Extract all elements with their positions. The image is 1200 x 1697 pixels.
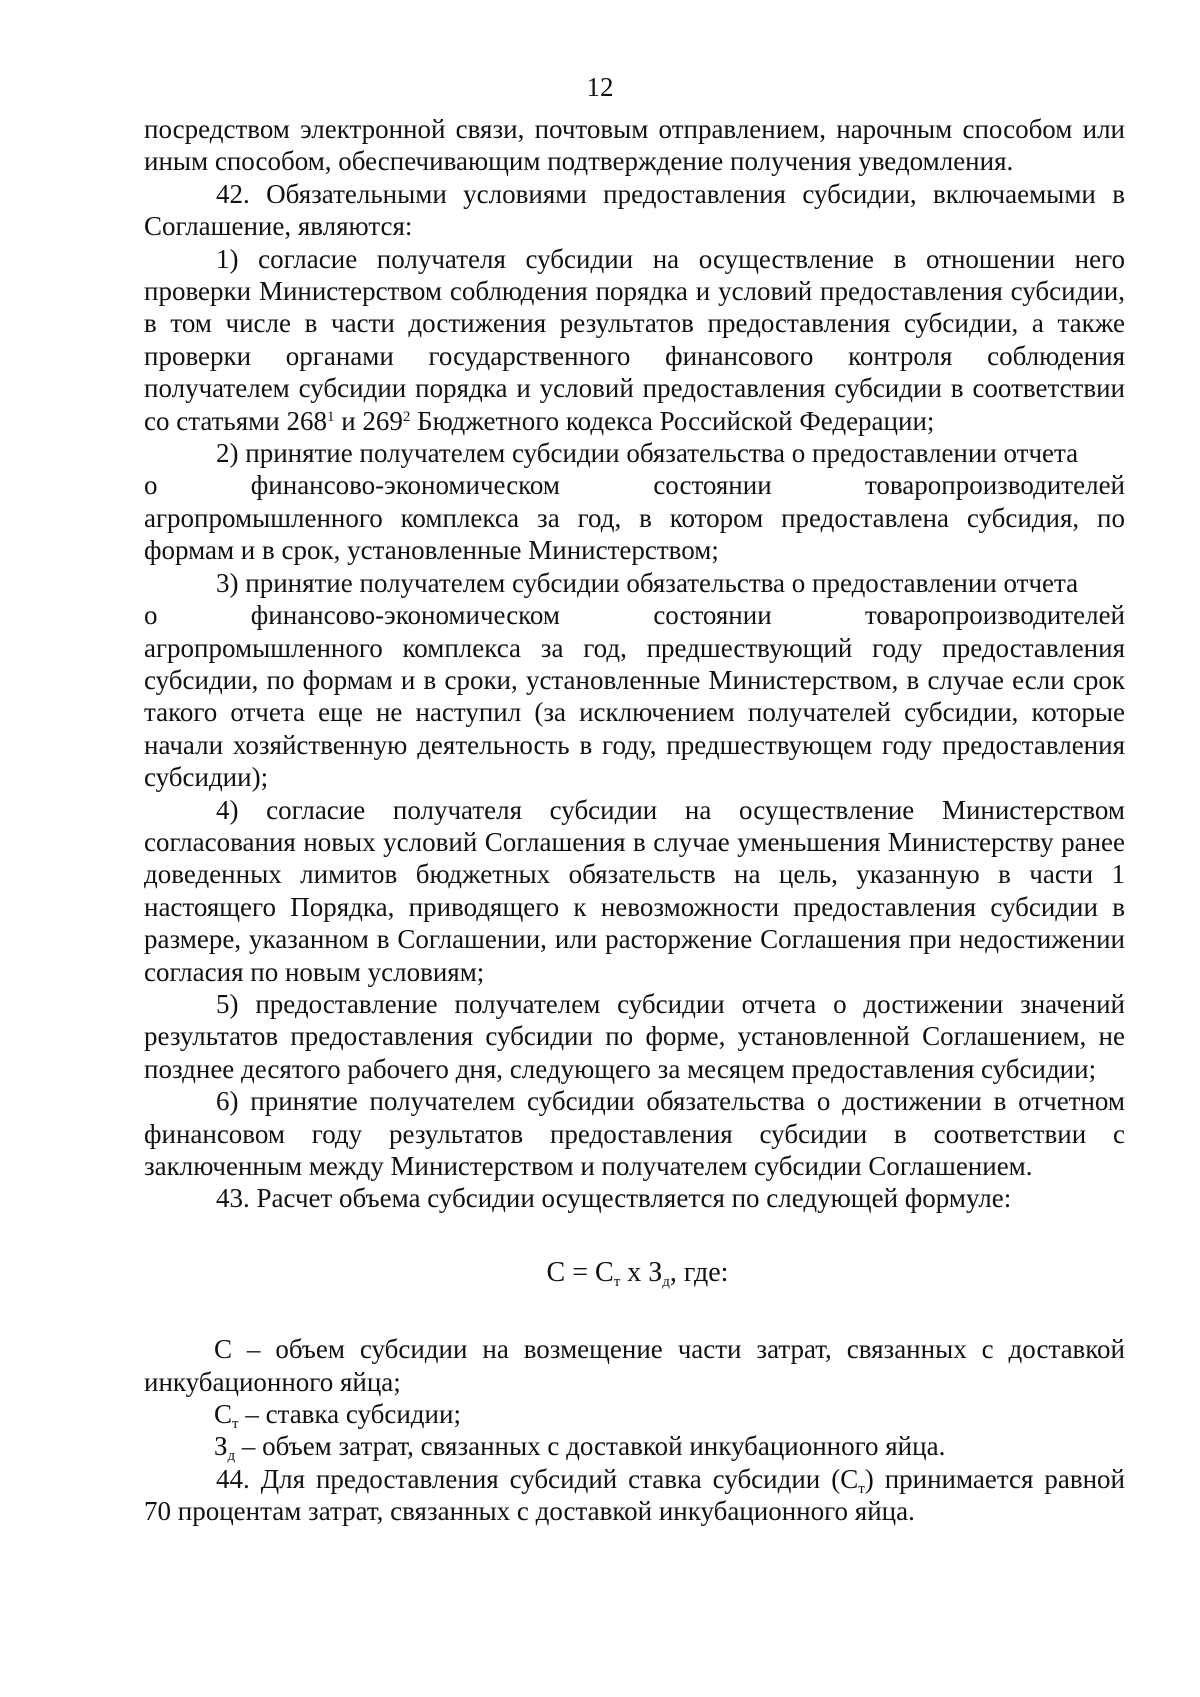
item-3-spread-line: о финансово-экономическом состоянии товаропроизводителей: [144, 600, 1125, 631]
definition-c: С – объем субсидии на возмещение части затрат, связанных с доставкой инкубационного яйца;: [144, 1334, 1125, 1397]
definition-ct: $С_т$ – ставка субсидии;: [214, 1399, 461, 1433]
paragraph-43: 43. Расчет объема субсидии осуществляется по следующей формуле:: [216, 1183, 1012, 1214]
item-2: 2) принятие получателем субсидии обязательства о предоставлении отчета о финансово-экономическом состоянии товаропроизводителей агропромышленного комплекса за год, в котором предоставлена субсидия, по формам и в срок, установленные Министерством;: [144, 438, 1125, 566]
document-body: [144, 113, 1125, 1528]
formula: $С = С_т$ х $З_д$, где:: [546, 1256, 729, 1290]
paragraph-44: 44. Для предоставления субсидий ставка субсидии $(С_т)$ принимается равной 70 процентам затрат, связанных с доставкой инкубационного яйца.: [144, 1463, 1125, 1527]
item-6: 6) принятие получателем субсидии обязательства о достижении в отчетном финансовом году результатов предоставления субсидии в соответствии с заключенным между Министерством и получателем субсидии Соглашением.: [144, 1086, 1125, 1181]
definition-zd: $З_д$ – объем затрат, связанных с доставкой инкубационного яйца.: [214, 1431, 946, 1465]
item-5: 5) предоставление получателем субсидии отчета о достижении значений результатов предоставления субсидии по форме, установленной Соглашением, не позднее десятого рабочего дня, следующего за месяцем предоставления субсидии;: [144, 988, 1125, 1084]
item-3: 3) принятие получателем субсидии обязательства о предоставлении отчета о финансово-экономическом состоянии товаропроизводителей агропромышленного комплекса за год, предшествующий году предоставления субсидии, по формам и в сроки, установленные Министерством, в случае если срок такого отчета еще не наступил (за исключением получателей субсидии, которые начали хозяйственную деятельность в году, предшествующем году предоставления субсидии);: [144, 567, 1125, 793]
page-number: 12: [586, 72, 614, 102]
paragraph-42: 42. Обязательными условиями предоставления субсидии, включаемыми в Соглашение, являются:: [144, 178, 1125, 242]
item-1: 1) согласие получателя субсидии на осуществление в отношении него проверки Министерством соблюдения порядка и условий предоставления субсидии, в том числе в части достижения результатов предоставления субсидии, а также проверки органами государственного финансового контроля соблюдения получателем субсидии порядка и условий предоставления субсидии в соответствии со статьями $268^1$ и $269^2$ Бюджетного кодекса Российской Федерации;: [144, 243, 1125, 436]
item-2-spread-line: о финансово-экономическом состоянии товаропроизводителей: [144, 470, 1125, 501]
item-4: 4) согласие получателя субсидии на осуществление Министерством согласования новых условий Соглашения в случае уменьшения Министерству ранее доведенных лимитов бюджетных обязательств на цель, указанную в части 1 настоящего Порядка, приводящего к невозможности предоставления субсидии в размере, указанном в Соглашении, или расторжение Соглашения при недостижении согласия по новым условиям;: [144, 794, 1125, 987]
intro-paragraph: посредством электронной связи, почтовым отправлением, нарочным способом или иным способом, обеспечивающим подтверждение получения уведомления.: [144, 114, 1125, 177]
